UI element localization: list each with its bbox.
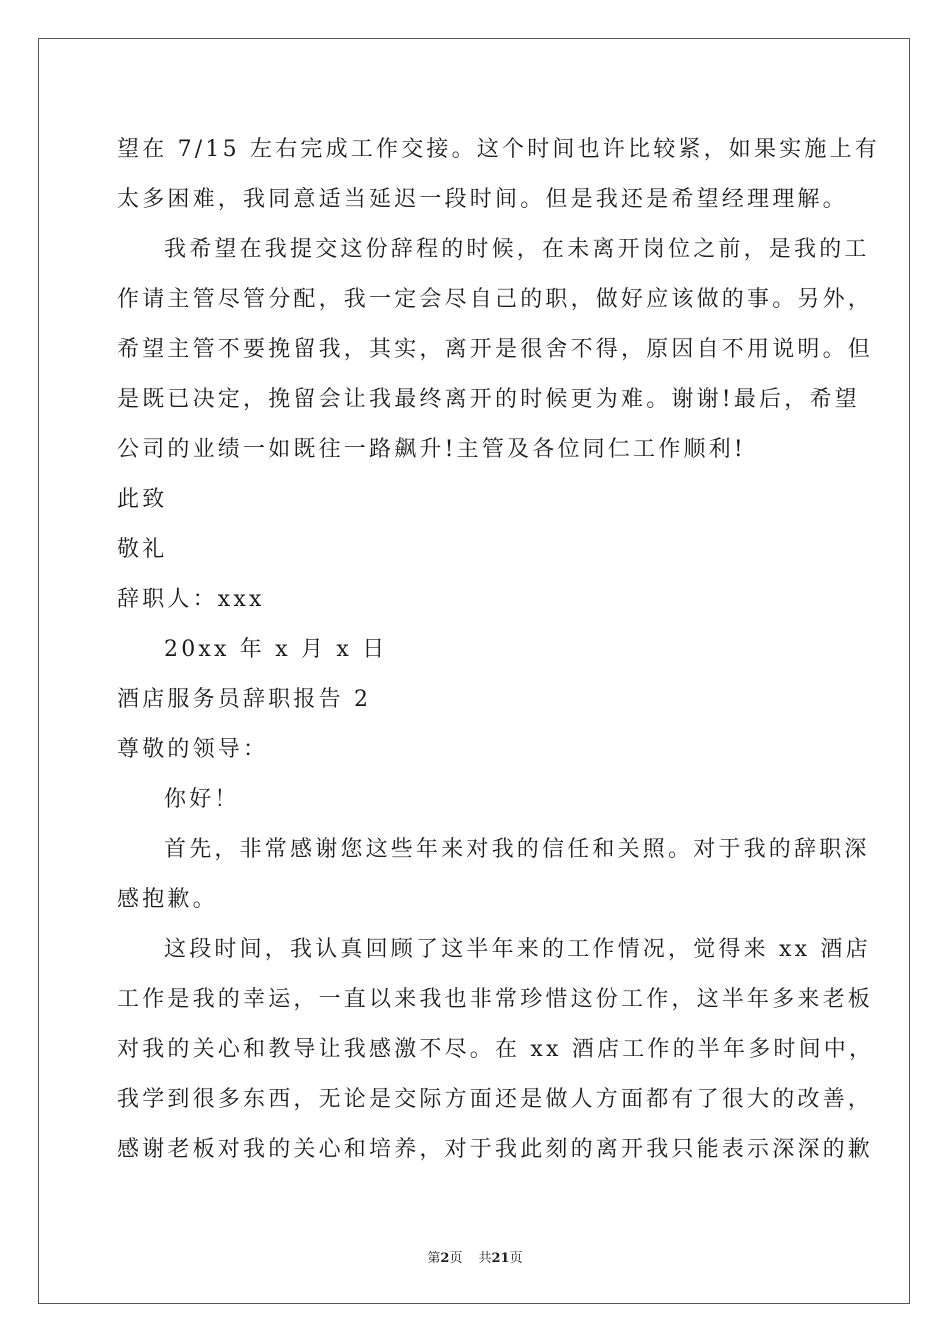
text-line: 感谢老板对我的关心和培养，对于我此刻的离开我只能表示深深的歉 xyxy=(117,1137,874,1162)
page-suffix: 页 xyxy=(449,1251,463,1266)
text-line: 我学到很多东西，无论是交际方面还是做人方面都有了很大的改善， xyxy=(117,1087,874,1112)
paragraph-start-line: 这段时间，我认真回顾了这半年来的工作情况，觉得来 xx 酒店 xyxy=(164,937,871,962)
addressee-line: 尊敬的领导： xyxy=(117,737,269,762)
text-line: 公司的业绩一如既往一路飙升!主管及各位同仁工作顺利! xyxy=(117,437,746,462)
text-line: 对我的关心和教导让我感激不尽。在 xx 酒店工作的半年多时间中， xyxy=(117,1037,875,1062)
section-title: 酒店服务员辞职报告 2 xyxy=(117,687,372,712)
paragraph-start-line: 我希望在我提交这份辞程的时候，在未离开岗位之前，是我的工 xyxy=(164,237,870,262)
text-line: 感抱歉。 xyxy=(117,887,218,912)
text-line: 作请主管尽管分配，我一定会尽自己的职，做好应该做的事。另外， xyxy=(117,287,874,312)
text-line: 工作是我的幸运，一直以来我也非常珍惜这份工作，这半年多来老板 xyxy=(117,987,874,1012)
text-line: 望在 7/15 左右完成工作交接。这个时间也许比较紧，如果实施上有 xyxy=(117,137,880,162)
greeting-line: 你好！ xyxy=(164,787,240,812)
page-number: 2 xyxy=(440,1251,450,1266)
total-suffix: 页 xyxy=(509,1251,523,1266)
text-line: 希望主管不要挽留我，其实，离开是很舍不得，原因自不用说明。但 xyxy=(117,337,874,362)
text-line: 太多困难，我同意适当延迟一段时间。但是我还是希望经理理解。 xyxy=(117,187,848,212)
page-prefix: 第 xyxy=(427,1251,441,1266)
document-body xyxy=(117,125,880,1175)
page-footer xyxy=(0,1247,950,1266)
salutation-line: 敬礼 xyxy=(117,537,168,562)
paragraph-start-line: 首先，非常感谢您这些年来对我的信任和关照。对于我的辞职深 xyxy=(164,837,870,862)
signature-line: 辞职人：xxx xyxy=(117,587,265,612)
total-prefix: 共 xyxy=(478,1251,492,1266)
date-line: 20xx 年 x 月 x 日 xyxy=(164,637,388,662)
closing-line: 此致 xyxy=(117,487,168,512)
total-pages: 21 xyxy=(491,1251,510,1266)
text-line: 是既已决定，挽留会让我最终离开的时候更为难。谢谢!最后，希望 xyxy=(117,387,860,412)
